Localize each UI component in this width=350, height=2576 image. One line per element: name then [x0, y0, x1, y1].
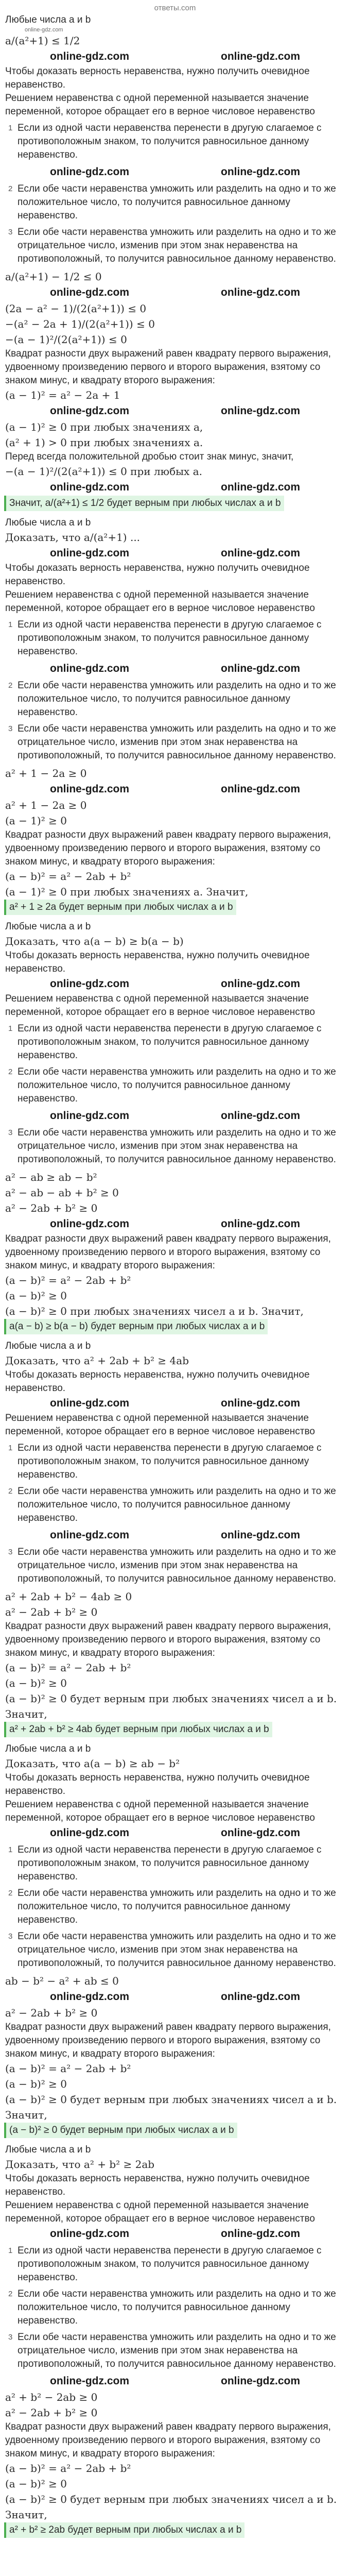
square-formula: (a − b)² = a² − 2ab + b² — [5, 2462, 131, 2475]
rule-3: 3 Если обе части неравенства умножить или разделить на одно и то же отрицательное число, изменив при этом знак неравенства на противоположный, то получится равносильное данному неравенство. — [8, 723, 336, 761]
step: a² − 2ab + b² ≥ 0 — [5, 2406, 98, 2419]
result: Значит, a/(a²+1) ≤ 1/2 будет верным при любых числах a и b — [4, 496, 284, 511]
note: (a − b)² ≥ 0 будет верным при любых значениях чисел a и b. Значит, — [5, 1692, 337, 1720]
inequality: Доказать, что a(a − b) ≥ ab − b² — [5, 1757, 180, 1770]
task-title: Любые числа a и b — [5, 921, 91, 932]
square-formula: (a − b)² = a² − 2ab + b² — [5, 1662, 131, 1674]
rule-1: 1 Если из одной части неравенства перенести в другую слагаемое с противоположным знаком, то получится равносильное данному неравенство. — [8, 123, 322, 160]
step: (a − b)² ≥ 0 — [5, 2478, 67, 2490]
step: (2a − a² − 1)/(2(a²+1)) ≤ 0 — [5, 302, 147, 315]
rule-3: 3 Если обе части неравенства умножить или разделить на одно и то же отрицательное число, изменив при этом знак неравенства на противоположный, то получится равносильное данному неравенство. — [8, 1127, 336, 1165]
step: a² + 2ab + b² − 4ab ≥ 0 — [5, 1590, 132, 1603]
rule-2: 2 Если обе части неравенства умножить или разделить на одно и то же положительное число, то получится равносильное данному неравенство. — [8, 680, 336, 718]
square-formula: (a − 1)² = a² − 2a + 1 — [5, 389, 120, 401]
square-diff-text: Квадрат разности двух выражений равен квадрату первого выражения, удвоенному произведению первого и второго выражения, взятому со знаком минус, и квадрату второго выражения: — [5, 1621, 331, 1658]
inequality: Доказать, что a(a − b) ≥ b(a − b) — [5, 935, 184, 947]
task-title: Любые числа a и b — [5, 517, 91, 528]
prove-text: Чтобы доказать верность неравенства, нужно получить очевидное неравенство. — [5, 1772, 310, 1797]
definition-text: Решением неравенства с одной переменной называется значение переменной, которое обращает его в верное числовое неравенство — [5, 589, 315, 614]
watermark-row: online-gdz.com online-gdz.com — [50, 166, 300, 178]
inequality: Доказать, что a/(a²+1) ... — [5, 531, 141, 544]
note: (a − b)² ≥ 0 будет верным при любых значениях чисел a и b. Значит, — [5, 2493, 337, 2521]
prove-text: Чтобы доказать верность неравенства, нужно получить очевидное неравенство. — [5, 950, 310, 974]
task-title: Любые числа a и b — [5, 14, 91, 25]
square-diff-text: Квадрат разности двух выражений равен квадрату первого выражения, удвоенному произведению первого и второго выражения, взятому со знаком минус, и квадрату второго выражения: — [5, 2022, 331, 2059]
rule-3: 3 Если обе части неравенства умножить или разделить на одно и то же отрицательное число, изменив при этом знак неравенства на противоположный, то получится равносильное данному неравенство. — [8, 1931, 336, 1969]
rule-1: 1 Если из одной части неравенства перенести в другую слагаемое с противоположным знаком, то получится равносильное данному неравенство. — [8, 1443, 322, 1480]
step: a² − ab − ab + b² ≥ 0 — [5, 1187, 119, 1199]
task-title: Любые числа a и b — [5, 2144, 91, 2155]
step: a² − 2ab + b² ≥ 0 — [5, 1202, 98, 1214]
prove-text: Чтобы доказать верность неравенства, нужно получить очевидное неравенство. — [5, 1369, 310, 1394]
watermark: online-gdz.com — [50, 50, 129, 62]
result: a(a − b) ≥ b(a − b) будет верным при любых числах a и b — [4, 1319, 268, 1334]
definition-text: Решением неравенства с одной переменной называется значение переменной, которое обращает его в верное числовое неравенство — [5, 1413, 315, 1437]
note: (a − 1)² ≥ 0 при любых значениях a, — [5, 421, 203, 433]
prove-text: Чтобы доказать верность неравенства, нужно получить очевидное неравенство. — [5, 2173, 310, 2197]
rule-2: 2 Если обе части неравенства умножить или разделить на одно и то же положительное число, то получится равносильное данному неравенство. — [8, 183, 336, 221]
square-formula: (a − b)² = a² − 2ab + b² — [5, 2062, 131, 2075]
note: (a² + 1) > 0 при любых значениях a. — [5, 436, 203, 449]
result: a² + 1 ≥ 2a будет верным при любых числах a и b — [4, 900, 236, 915]
rule-3: 3 Если обе части неравенства умножить или разделить на одно и то же отрицательное число, изменив при этом знак неравенства на противоположный, то получится равносильное данному неравенство. — [8, 227, 336, 264]
watermark-row — [4, 49, 346, 64]
square-formula: (a − b)² = a² − 2ab + b² — [5, 870, 131, 883]
rule-3: 3 Если обе части неравенства умножить или разделить на одно и то же отрицательное число, изменив при этом знак неравенства на противоположный, то получится равносильное данному неравенство. — [8, 1547, 336, 1584]
result: (a − b)² ≥ 0 будет верным при любых числах a и b — [4, 2123, 237, 2138]
inequality: a/(a²+1) ≤ 1/2 — [5, 35, 80, 47]
task-6: Любые числа a и b Доказать, что a² + b² ≥ 2ab Чтобы доказать верность неравенства, нужно получить очевидное неравенство. Решением неравенства с одной переменной называется значение переменной, которое обращает его в верное числовое неравенство online-gdz.com online-gdz.com 1 Если из одной части неравенства перенести в другую слагаемое с противоположным знаком, то получится равносильное данному неравенство. 2 Если обе части неравенства умножить или разделить на одно и то же положительное число, то получится равносильное данному неравенство. 3 Если обе части неравенства умножить или разделить на одно и то же отрицательное число, изменив при этом знак неравенства на противоположный, то получится равносильное данному неравенство. online-gdz.com online-gdz.com a² + b² − 2ab ≥ 0 a² − 2ab + b² ≥ 0 Квадрат разности двух выражений равен квадрату первого выражения, удвоенному произведению первого и второго выражения, взятому со знаком минус, и квадрату второго выражения: (a − b)² = a² − 2ab + b² (a − b)² ≥ 0 (a − b)² ≥ 0 будет верным при любых значениях чисел a и b. Значит, a² + b² ≥ 2ab будет верным при любых числах a и b — [4, 2143, 346, 2538]
note: (a − b)² ≥ 0 при любых значениях чисел a и b. Значит, — [5, 1305, 304, 1317]
task-1: Любые числа a и b online-gdz.com a/(a²+1) ≤ 1/2 online-gdz.com online-gdz.com Чтобы доказать верность неравенства, нужно получить очевидное неравенство. Решением неравенства с одной переменной называется значение переменной, которое обращает его в верное числовое неравенство 1 Если из одной части неравенства перенести в другую слагаемое с противоположным знаком, то получится равносильное данному неравенство. online-gdz.com online-gdz.com 2 Если обе части неравенства умножить или разделить на одно и то же положительное число, то получится равносильное данному неравенство. 3 Если обе части неравенства умножить или разделить на одно и то же отрицательное число, изменив при этом знак неравенства на противоположный, то получится равносильное данному неравенство. a/(a²+1) − 1/2 ≤ 0 online-gdz.com online-gdz.com (2a − a² − 1)/(2(a²+1)) ≤ 0 −(a² − 2a + 1)/(2(a²+1)) ≤ 0 −(a − 1)²/(2(a²+1)) ≤ 0 Квадрат разности двух выражений равен квадрату первого выражения, удвоенному произведению первого и второго выражения, взятому со знаком минус, и квадрату второго выражения: (a − 1)² = a² − 2a + 1 online-gdz.com online-gdz.com (a − 1)² ≥ 0 при любых значениях a, (a² + 1) > 0 при любых значениях a. Перед всегда положительной дробью стоит знак минус, значит, −(a − 1)²/(2(a²+1)) ≤ 0 при любых a. online-gdz.com online-gdz.com Значит, a/(a²+1) ≤ 1/2 будет верным при любых числах a и b — [4, 13, 346, 511]
inequality: Доказать, что a² + b² ≥ 2ab — [5, 2158, 155, 2171]
step: (a − b)² ≥ 0 — [5, 1677, 67, 1689]
rule-2: 2 Если обе части неравенства умножить или разделить на одно и то же положительное число, то получится равносильное данному неравенство. — [8, 1888, 336, 1925]
rule-1: 1 Если из одной части неравенства перенести в другую слагаемое с противоположным знаком, то получится равносильное данному неравенство. — [8, 1023, 322, 1061]
note: (a − b)² ≥ 0 будет верным при любых значениях чисел a и b. Значит, — [5, 2093, 337, 2121]
step: (a − b)² ≥ 0 — [5, 1290, 67, 1302]
task-title: Любые числа a и b — [5, 1341, 91, 1351]
step: a² + 1 − 2a ≥ 0 — [5, 799, 87, 811]
rule-2: 2 Если обе части неравенства умножить или разделить на одно и то же положительное число, то получится равносильное данному неравенство. — [8, 1066, 336, 1104]
step: a² − ab ≥ ab − b² — [5, 1171, 97, 1183]
square-diff-text: Квадрат разности двух выражений равен квадрату первого выражения, удвоенному произведению первого и второго выражения, взятому со знаком минус, и квадрату второго выражения: — [5, 348, 331, 386]
rule-2: 2 Если обе части неравенства умножить или разделить на одно и то же положительное число, то получится равносильное данному неравенство. — [8, 2289, 336, 2326]
square-diff-text: Квадрат разности двух выражений равен квадрату первого выражения, удвоенному произведению первого и второго выражения, взятому со знаком минус, и квадрату второго выражения: — [5, 829, 331, 867]
task-2: Любые числа a и b Доказать, что a/(a²+1) ... online-gdz.com online-gdz.com Чтобы доказать верность неравенства, нужно получить очевидное неравенство. Решением неравенства с одной переменной называется значение переменной, которое обращает его в верное числовое неравенство 1 Если из одной части неравенства перенести в другую слагаемое с противоположным знаком, то получится равносильное данному неравенство. online-gdz.com online-gdz.com 2 Если обе части неравенства умножить или разделить на одно и то же положительное число, то получится равносильное данному неравенство. 3 Если обе части неравенства умножить или разделить на одно и то же отрицательное число, изменив при этом знак неравенства на противоположный, то получится равносильное данному неравенство. a² + 1 − 2a ≥ 0 online-gdz.com online-gdz.com a² + 1 − 2a ≥ 0 (a − 1)² ≥ 0 Квадрат разности двух выражений равен квадрату первого выражения, удвоенному произведению первого и второго выражения, взятому со знаком минус, и квадрату второго выражения: (a − b)² = a² − 2ab + b² (a − 1)² ≥ 0 при любых значениях a. Значит, a² + 1 ≥ 2a будет верным при любых числах a и b — [4, 516, 346, 915]
task-5: Любые числа a и b Доказать, что a(a − b) ≥ ab − b² Чтобы доказать верность неравенства, нужно получить очевидное неравенство. Решением неравенства с одной переменной называется значение переменной, которое обращает его в верное числовое неравенство online-gdz.com online-gdz.com 1 Если из одной части неравенства перенести в другую слагаемое с противоположным знаком, то получится равносильное данному неравенство. 2 Если обе части неравенства умножить или разделить на одно и то же положительное число, то получится равносильное данному неравенство. 3 Если обе части неравенства умножить или разделить на одно и то же отрицательное число, изменив при этом знак неравенства на противоположный, то получится равносильное данному неравенство. ab − b² − a² + ab ≤ 0 online-gdz.com online-gdz.com a² − 2ab + b² ≥ 0 Квадрат разности двух выражений равен квадрату первого выражения, удвоенному произведению первого и второго выражения, взятому со знаком минус, и квадрату второго выражения: (a − b)² = a² − 2ab + b² (a − b)² ≥ 0 (a − b)² ≥ 0 будет верным при любых значениях чисел a и b. Значит, (a − b)² ≥ 0 будет верным при любых числах a и b — [4, 1742, 346, 2138]
prove-text: Чтобы доказать верность неравенства, нужно получить очевидное неравенство. — [5, 563, 310, 587]
task-title: Любые числа a и b — [5, 1743, 91, 1754]
task-3: Любые числа a и b Доказать, что a(a − b) ≥ b(a − b) Чтобы доказать верность неравенства, нужно получить очевидное неравенство. online-gdz.com online-gdz.com Решением неравенства с одной переменной называется значение переменной, которое обращает его в верное числовое неравенство 1 Если из одной части неравенства перенести в другую слагаемое с противоположным знаком, то получится равносильное данному неравенство. 2 Если обе части неравенства умножить или разделить на одно и то же положительное число, то получится равносильное данному неравенство. online-gdz.com online-gdz.com 3 Если обе части неравенства умножить или разделить на одно и то же отрицательное число, изменив при этом знак неравенства на противоположный, то получится равносильное данному неравенство. a² − ab ≥ ab − b² a² − ab − ab + b² ≥ 0 a² − 2ab + b² ≥ 0 online-gdz.com online-gdz.com Квадрат разности двух выражений равен квадрату первого выражения, удвоенному произведению первого и второго выражения, взятому со знаком минус, и квадрату второго выражения: (a − b)² = a² − 2ab + b² (a − b)² ≥ 0 (a − b)² ≥ 0 при любых значениях чисел a и b. Значит, a(a − b) ≥ b(a − b) будет верным при любых числах a и b — [4, 920, 346, 1334]
step: −(a − 1)²/(2(a²+1)) ≤ 0 — [5, 333, 127, 346]
step: a² − 2ab + b² ≥ 0 — [5, 2007, 98, 2019]
step: −(a² − 2a + 1)/(2(a²+1)) ≤ 0 — [5, 318, 155, 330]
prove-text: Чтобы доказать верность неравенства, нужно получить очевидное неравенство. — [5, 66, 310, 90]
result: a² + b² ≥ 2ab будет верным при любых числах a и b — [4, 2522, 244, 2538]
rule-2: 2 Если обе части неравенства умножить или разделить на одно и то же положительное число, то получится равносильное данному неравенство. — [8, 1486, 336, 1523]
definition-text: Решением неравенства с одной переменной называется значение переменной, которое обращает его в верное числовое неравенство — [5, 2200, 315, 2224]
definition-text: Решением неравенства с одной переменной называется значение переменной, которое обращает его в верное числовое неравенство — [5, 93, 315, 117]
square-formula: (a − b)² = a² − 2ab + b² — [5, 1274, 131, 1286]
note: Перед всегда положительной дробью стоит знак минус, значит, — [5, 451, 294, 462]
step: ab − b² − a² + ab ≤ 0 — [5, 1975, 119, 1987]
square-diff-text: Квадрат разности двух выражений равен квадрату первого выражения, удвоенному произведению первого и второго выражения, взятому со знаком минус, и квадрату второго выражения: — [5, 1233, 331, 1271]
rule-1: 1 Если из одной части неравенства перенести в другую слагаемое с противоположным знаком, то получится равносильное данному неравенство. — [8, 1844, 322, 1882]
conclusion: −(a − 1)²/(2(a²+1)) ≤ 0 при любых a. — [5, 465, 202, 478]
step: a² + b² − 2ab ≥ 0 — [5, 2391, 98, 2403]
rule-1: 1 Если из одной части неравенства перенести в другую слагаемое с противоположным знаком, то получится равносильное данному неравенство. — [8, 2245, 322, 2283]
note: (a − 1)² ≥ 0 при любых значениях a. Значит, — [5, 886, 249, 898]
step: (a − 1)² ≥ 0 — [5, 815, 67, 827]
watermark-small: online-gdz.com — [25, 27, 63, 33]
step: (a − b)² ≥ 0 — [5, 2078, 67, 2090]
definition-text: Решением неравенства с одной переменной называется значение переменной, которое обращает его в верное числовое неравенство — [5, 1799, 315, 1823]
step: a² − 2ab + b² ≥ 0 — [5, 1606, 98, 1618]
site-header: ответы.com — [154, 4, 196, 12]
step: a/(a²+1) − 1/2 ≤ 0 — [5, 270, 102, 283]
rule-3: 3 Если обе части неравенства умножить или разделить на одно и то же отрицательное число, изменив при этом знак неравенства на противоположный, то получится равносильное данному неравенство. — [8, 2332, 336, 2369]
watermark: online-gdz.com — [221, 50, 300, 62]
definition-text: Решением неравенства с одной переменной называется значение переменной, которое обращает его в верное числовое неравенство — [5, 993, 315, 1018]
task-4: Любые числа a и b Доказать, что a² + 2ab + b² ≥ 4ab Чтобы доказать верность неравенства, нужно получить очевидное неравенство. online-gdz.com online-gdz.com Решением неравенства с одной переменной называется значение переменной, которое обращает его в верное числовое неравенство 1 Если из одной части неравенства перенести в другую слагаемое с противоположным знаком, то получится равносильное данному неравенство. 2 Если обе части неравенства умножить или разделить на одно и то же положительное число, то получится равносильное данному неравенство. online-gdz.com online-gdz.com 3 Если обе части неравенства умножить или разделить на одно и то же отрицательное число, изменив при этом знак неравенства на противоположный, то получится равносильное данному неравенство. a² + 2ab + b² − 4ab ≥ 0 a² − 2ab + b² ≥ 0 Квадрат разности двух выражений равен квадрату первого выражения, удвоенному произведению первого и второго выражения, взятому со знаком минус, и квадрату второго выражения: (a − b)² = a² − 2ab + b² (a − b)² ≥ 0 (a − b)² ≥ 0 будет верным при любых значениях чисел a и b. Значит, a² + 2ab + b² ≥ 4ab будет верным при любых числах a и b — [4, 1340, 346, 1737]
step: a² + 1 − 2a ≥ 0 — [5, 767, 87, 779]
rule-1: 1 Если из одной части неравенства перенести в другую слагаемое с противоположным знаком, то получится равносильное данному неравенство. — [8, 619, 322, 657]
inequality: Доказать, что a² + 2ab + b² ≥ 4ab — [5, 1354, 189, 1367]
result: a² + 2ab + b² ≥ 4ab будет верным при любых числах a и b — [4, 1722, 272, 1737]
square-diff-text: Квадрат разности двух выражений равен квадрату первого выражения, удвоенному произведению первого и второго выражения, взятому со знаком минус, и квадрату второго выражения: — [5, 2421, 331, 2459]
